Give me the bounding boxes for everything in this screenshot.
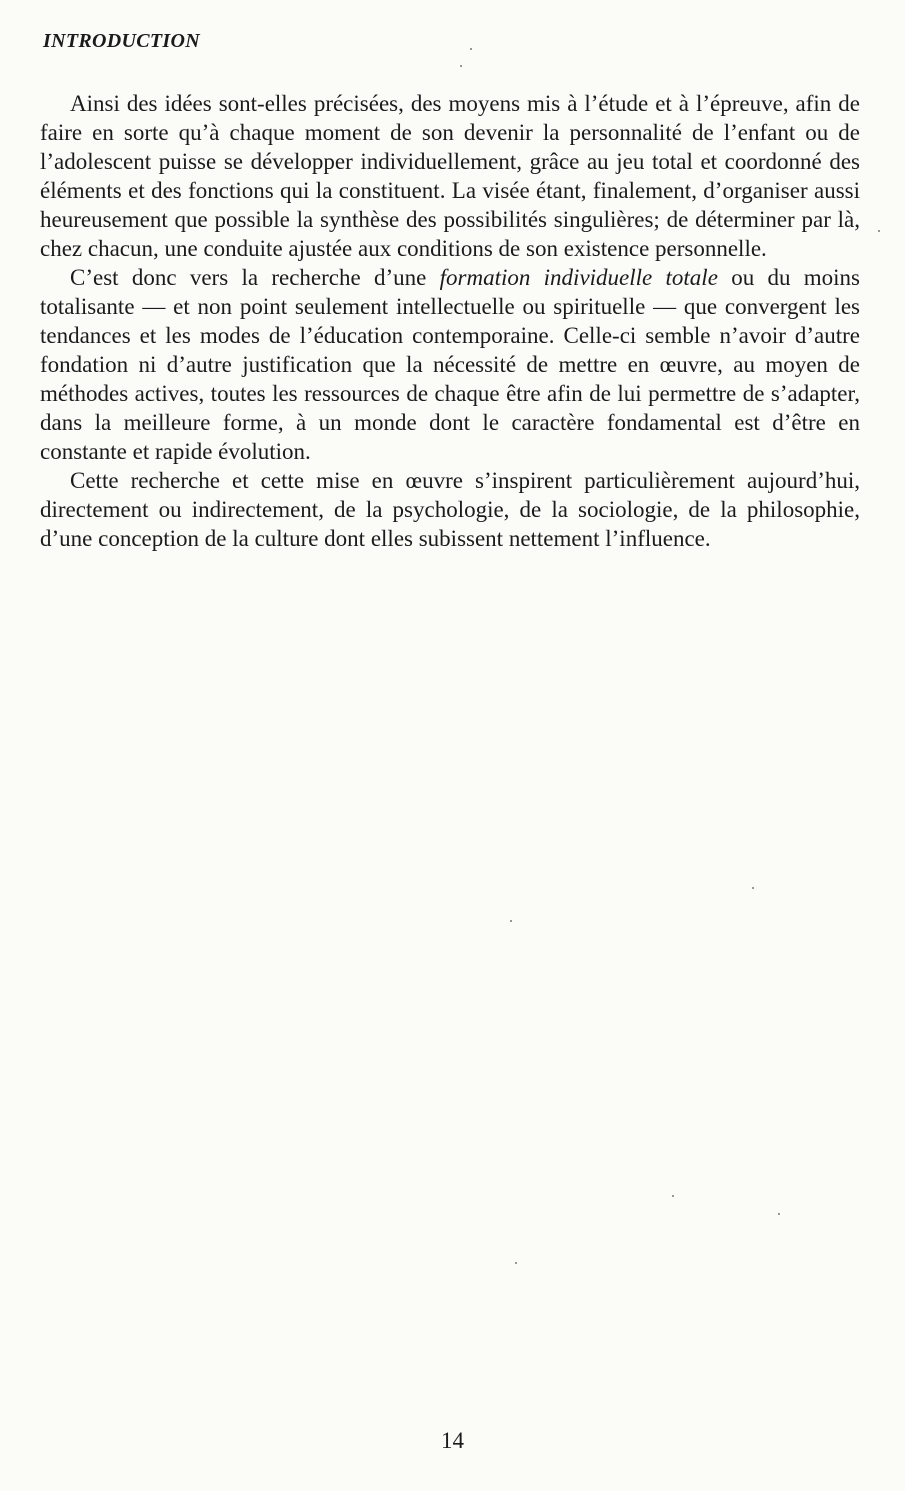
page-number: 14 xyxy=(441,1428,464,1453)
scan-speck xyxy=(470,48,472,50)
scan-speck xyxy=(460,65,462,67)
scan-speck xyxy=(515,1262,517,1264)
scan-speck xyxy=(878,230,880,232)
paragraph-2 xyxy=(40,263,860,466)
paragraph-2-rest: ou du moins totalisante — et non point seulement intellectuelle ou spirituelle — que convergent les tendances et les modes de l’éducation contemporaine. Celle-ci semble n’avoir d’autre fondation ni d’autre justification que la nécessité de mettre en œuvre, au moyen de méthodes actives, toutes les ressources de chaque être afin de lui permettre de s’adapter, dans la meilleure forme, à un monde dont le caractère fondamental est d’être en constante et rapide évolution. xyxy=(40,265,861,464)
scan-speck xyxy=(752,887,754,889)
running-head: INTRODUCTION xyxy=(43,30,200,52)
paragraph-1: Ainsi des idées sont-elles précisées, des moyens mis à l’étude et à l’épreuve, afin de faire en sorte qu’à chaque moment de son devenir la personnalité de l’enfant ou de l’adolescent puisse se développer individuellement, grâce au jeu total et coordonné des éléments et des fonctions qui la constituent. La visée étant, finalement, d’organiser aussi heureusement que possible la synthèse des possibilités singulières; de déterminer par là, chez chacun, une conduite ajustée aux conditions de son existence personnelle. xyxy=(40,91,860,261)
body-text xyxy=(40,89,860,553)
scan-speck xyxy=(778,1213,780,1215)
scan-speck xyxy=(510,920,512,922)
paragraph-3: Cette recherche et cette mise en œuvre s’inspirent particulièrement aujourd’hui, directement ou indirectement, de la psychologie, de la sociologie, de la philosophie, d’une conception de la culture dont elles subissent nettement l’influence. xyxy=(40,468,860,551)
scan-speck xyxy=(672,1195,674,1197)
paragraph-2-emphasis: formation individuelle totale xyxy=(439,265,718,290)
paragraph-2-lead: C’est donc vers la recherche d’une xyxy=(70,265,440,290)
